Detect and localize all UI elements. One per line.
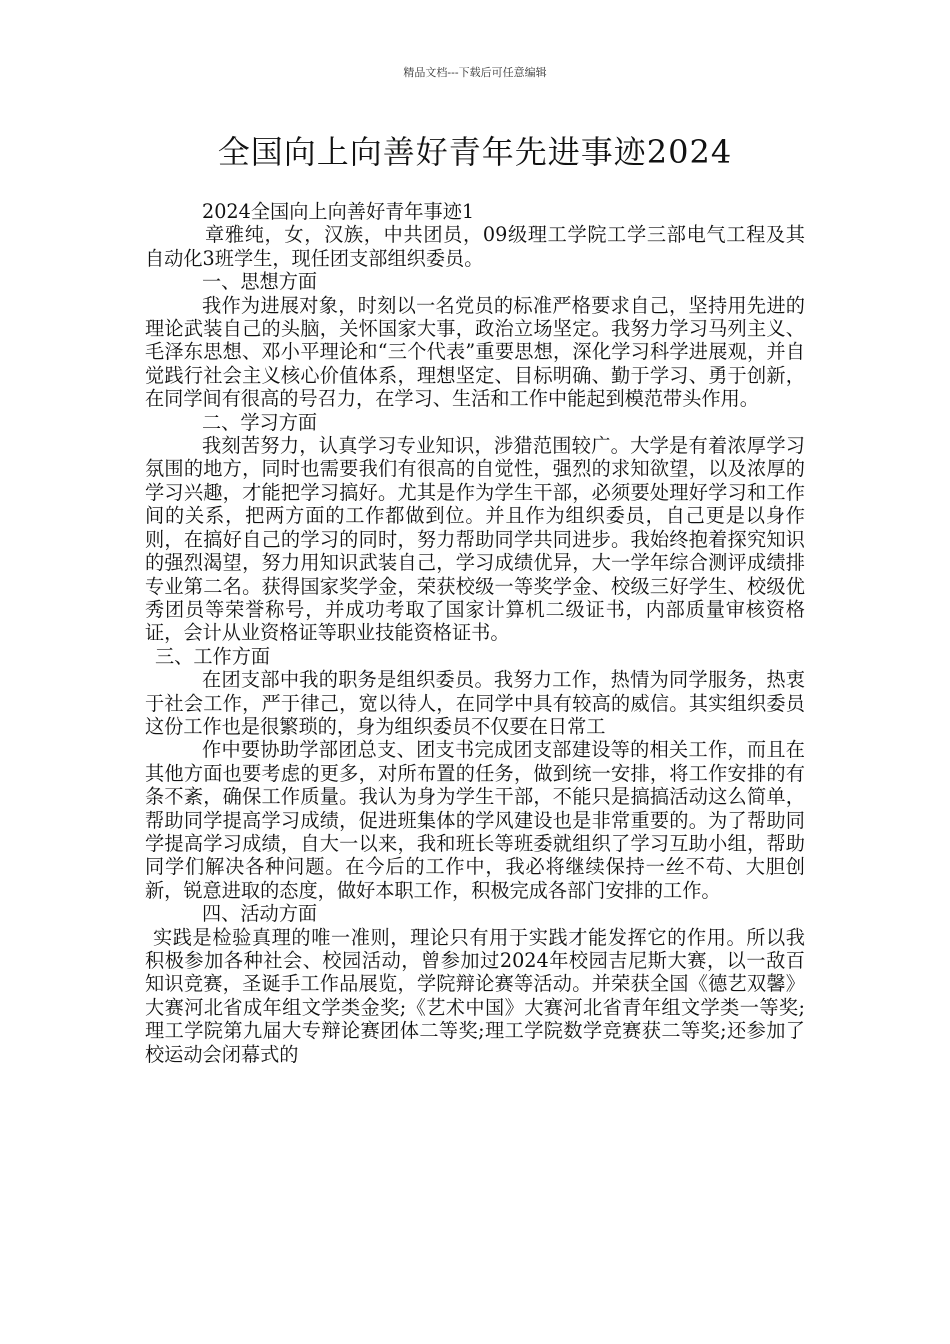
paragraph-thought: 我作为进展对象，时刻以一名党员的标准严格要求自己，坚持用先进的理论武装自己的头脑，关怀国家大事，政治立场坚定。我努力学习马列主义、毛泽东思想、邓小平理论和“三个代表”重要思想，深化学习科学进展观，并自觉践行社会主义核心价值体系，理想坚定、目标明确、勤于学习、勇于创新，在同学间有很高的号召力，在学习、生活和工作中能起到模范带头作用。 <box>145 293 805 411</box>
header-note: 精品文档---下载后可任意编辑 <box>403 66 547 79</box>
heading-thought: 一、思想方面 <box>202 270 318 294</box>
paragraph-intro: 章雅纯，女，汉族，中共团员，09级理工学院工学三部电气工程及其自动化3班学生，现任团支部组织委员。 <box>145 223 805 270</box>
document-title: 全国向上向善好青年先进事迹2024 <box>217 133 733 171</box>
document-body <box>145 200 805 1066</box>
heading-study: 二、学习方面 <box>202 410 318 434</box>
heading-work: 三、工作方面 <box>155 644 271 668</box>
paragraph-study: 我刻苦努力，认真学习专业知识，涉猎范围较广。大学是有着浓厚学习氛围的地方，同时也需要我们有很高的自觉性，强烈的求知欲望，以及浓厚的学习兴趣，才能把学习搞好。尤其是作为学生干部，必须要处理好学习和工作间的关系，把两方面的工作都做到位。并且作为组织委员，自己更是以身作则，在搞好自己的学习的同时，努力帮助同学共同进步。我始终抱着探究知识的强烈渴望，努力用知识武装自己，学习成绩优异，大一学年综合测评成绩排专业第二名。获得国家奖学金，荣获校级一等奖学金、校级三好学生、校级优秀团员等荣誉称号，并成功考取了国家计算机二级证书，内部质量审核资格证，会计从业资格证等职业技能资格证书。 <box>145 434 805 645</box>
paragraph-work-1: 在团支部中我的职务是组织委员。我努力工作，热情为同学服务，热衷于社会工作，严于律己，宽以待人，在同学中具有较高的威信。其实组织委员这份工作也是很繁琐的，身为组织委员不仅要在日常工 <box>145 668 805 738</box>
heading-activity: 四、活动方面 <box>202 902 318 926</box>
section-heading-1: 2024全国向上向善好青年事迹1 <box>202 200 475 223</box>
paragraph-activity: 实践是检验真理的唯一准则，理论只有用于实践才能发挥它的作用。所以我积极参加各种社会、校园活动，曾参加过2024年校园吉尼斯大赛，以一敌百知识竞赛，圣诞手工作品展览，学院辩论赛等活动。并荣获全国《德艺双馨》大赛河北省成年组文学类金奖;《艺术中国》大赛河北省青年组文学类一等奖;理工学院第九届大专辩论赛团体二等奖;理工学院数学竞赛获二等奖;还参加了校运动会闭幕式的 <box>145 925 805 1066</box>
paragraph-work-2: 作中要协助学部团总支、团支书完成团支部建设等的相关工作，而且在其他方面也要考虑的更多，对所布置的任务，做到统一安排，将工作安排的有条不紊，确保工作质量。我认为身为学生干部，不能只是搞搞活动这么简单，帮助同学提高学习成绩，促进班集体的学风建设也是非常重要的。为了帮助同学提高学习成绩，自大一以来，我和班长等班委就组织了学习互助小组，帮助同学们解决各种问题。在今后的工作中，我必将继续保持一丝不苟、大胆创新，锐意进取的态度，做好本职工作，积极完成各部门安排的工作。 <box>145 738 805 902</box>
